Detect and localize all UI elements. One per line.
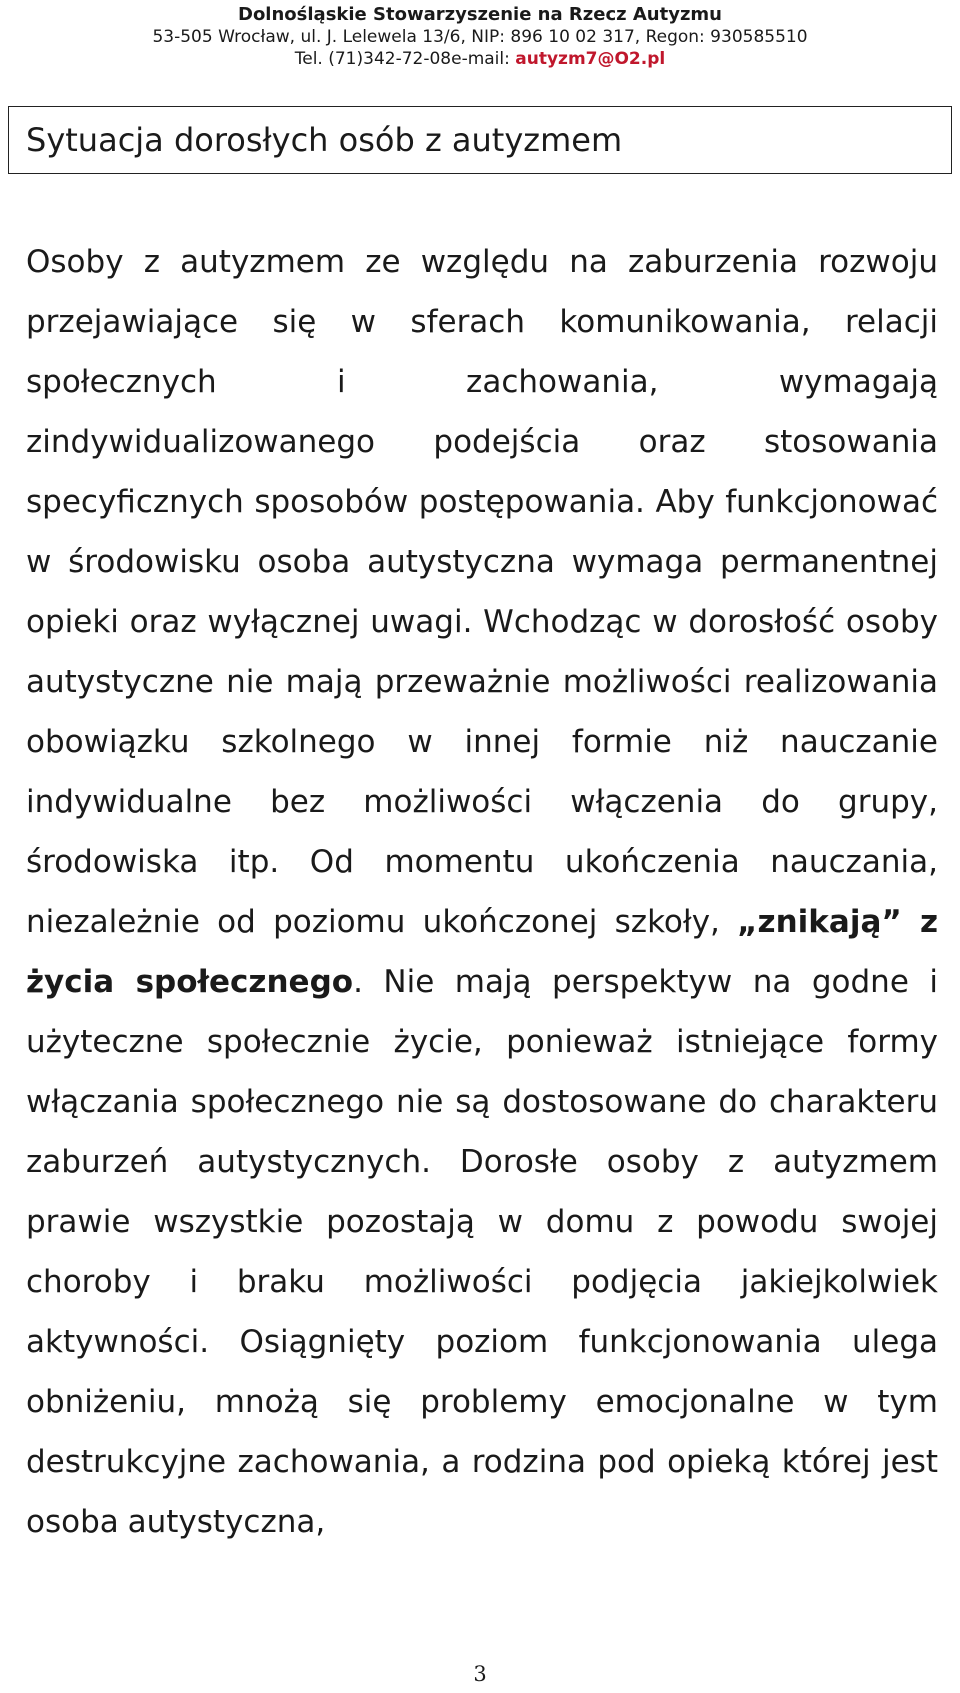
phone-text: Tel. (71)342-72-08e-mail: <box>294 49 516 69</box>
email-link[interactable]: autyzm7@O2.pl <box>515 49 666 69</box>
page-number: 3 <box>473 1662 487 1686</box>
body-paragraph <box>26 232 938 1552</box>
title-box <box>8 106 952 174</box>
document-title: Sytuacja dorosłych osób z autyzmem <box>26 121 623 159</box>
contact-line <box>0 48 960 70</box>
paragraph-emphasis: „znikają” z życia społecznego <box>26 904 938 1000</box>
letterhead <box>0 4 960 70</box>
organization-address: 53-505 Wrocław, ul. J. Lelewela 13/6, NIP: 896 10 02 317, Regon: 930585510 <box>152 27 808 47</box>
paragraph-text-part1: Osoby z autyzmem ze względu na zaburzenia rozwoju przejawiające się w sferach komunikowania, relacji społecznych i zachowania, wymagają zindywidualizowanego podejścia oraz stosowania specyficznych sposobów postępowania. Aby funkcjonować w środowisku osoba autystyczna wymaga permanentnej opieki oraz wyłącznej uwagi. Wchodząc w dorosłość osoby autystyczne nie mają przeważnie możliwości realizowania obowiązku szkolnego w innej formie niż nauczanie indywidualne bez możliwości włączenia do grupy, środowiska itp. Od momentu ukończenia nauczania, niezależnie od poziomu ukończonej szkoły, <box>26 244 938 940</box>
organization-name: Dolnośląskie Stowarzyszenie na Rzecz Autyzmu <box>238 4 722 25</box>
paragraph-text-part2: . Nie mają perspektyw na godne i użyteczne społecznie życie, ponieważ istniejące formy włączania społecznego nie są dostosowane do charakteru zaburzeń autystycznych. Dorosłe osoby z autyzmem prawie wszystkie pozostają w domu z powodu swojej choroby i braku możliwości podjęcia jakiejkolwiek aktywności. Osiągnięty poziom funkcjonowania ulega obniżeniu, mnożą się problemy emocjonalne w tym destrukcyjne zachowania, a rodzina pod opieką której jest osoba autystyczna, <box>26 964 938 1540</box>
